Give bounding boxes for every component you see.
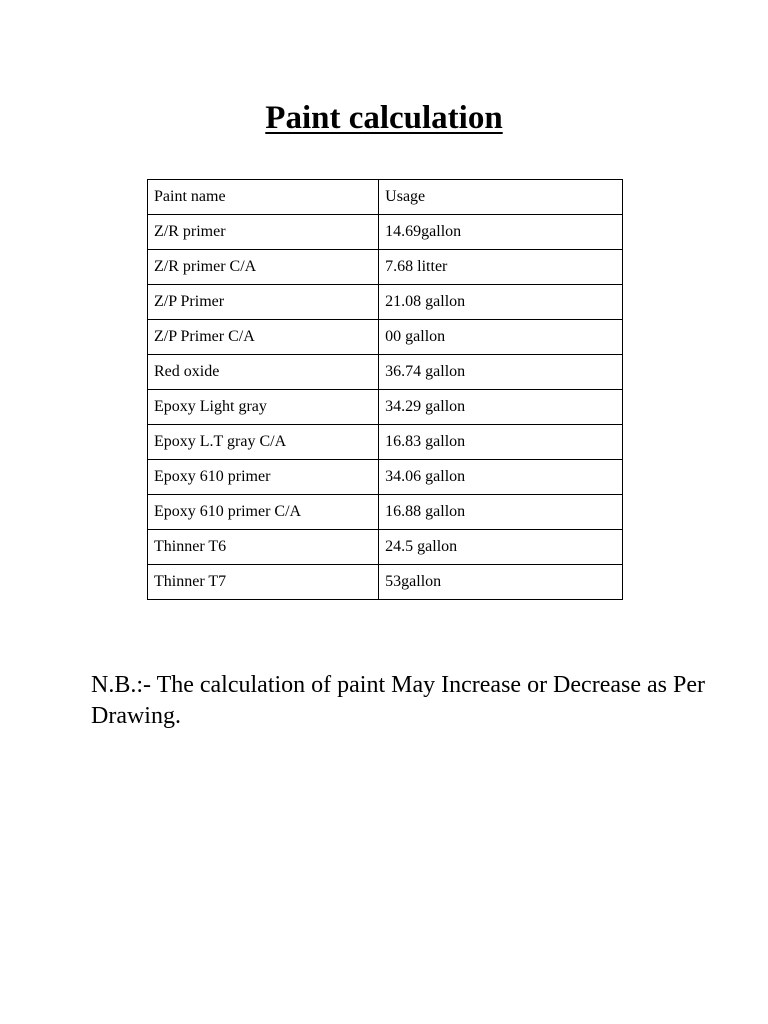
table-row: [148, 215, 623, 250]
usage-cell: 34.06 gallon: [379, 460, 623, 495]
usage-cell: 34.29 gallon: [379, 390, 623, 425]
table-row: [148, 530, 623, 565]
table-row: [148, 460, 623, 495]
paint-name-cell: Epoxy 610 primer: [148, 460, 379, 495]
paint-name-cell: Epoxy Light gray: [148, 390, 379, 425]
calculation-note: N.B.:- The calculation of paint May Increase or Decrease as Per Drawing.: [91, 672, 705, 729]
paint-name-cell: Z/R primer: [148, 215, 379, 250]
table-row: [148, 320, 623, 355]
usage-cell: 53gallon: [379, 565, 623, 600]
usage-cell: 16.83 gallon: [379, 425, 623, 460]
paint-usage-table: [147, 179, 623, 600]
table-row: [148, 390, 623, 425]
table-row: [148, 355, 623, 390]
paint-name-cell: Z/P Primer: [148, 285, 379, 320]
usage-cell: 7.68 litter: [379, 250, 623, 285]
table-row: [148, 565, 623, 600]
table-row: [148, 285, 623, 320]
paint-name-cell: Epoxy L.T gray C/A: [148, 425, 379, 460]
paint-name-cell: Thinner T6: [148, 530, 379, 565]
paint-name-cell: Thinner T7: [148, 565, 379, 600]
usage-cell: 36.74 gallon: [379, 355, 623, 390]
paint-name-cell: Epoxy 610 primer C/A: [148, 495, 379, 530]
header-usage: Usage: [379, 180, 623, 215]
header-paint-name: Paint name: [148, 180, 379, 215]
usage-cell: 24.5 gallon: [379, 530, 623, 565]
usage-cell: 16.88 gallon: [379, 495, 623, 530]
paint-name-cell: Z/R primer C/A: [148, 250, 379, 285]
page-title-text: Paint calculation: [265, 100, 503, 136]
table-row: [148, 425, 623, 460]
usage-cell: 14.69gallon: [379, 215, 623, 250]
paint-name-cell: Red oxide: [148, 355, 379, 390]
usage-cell: 21.08 gallon: [379, 285, 623, 320]
table-header-row: [148, 180, 623, 215]
usage-cell: 00 gallon: [379, 320, 623, 355]
page-title: [0, 98, 768, 138]
paint-name-cell: Z/P Primer C/A: [148, 320, 379, 355]
table-row: [148, 495, 623, 530]
table-row: [148, 250, 623, 285]
